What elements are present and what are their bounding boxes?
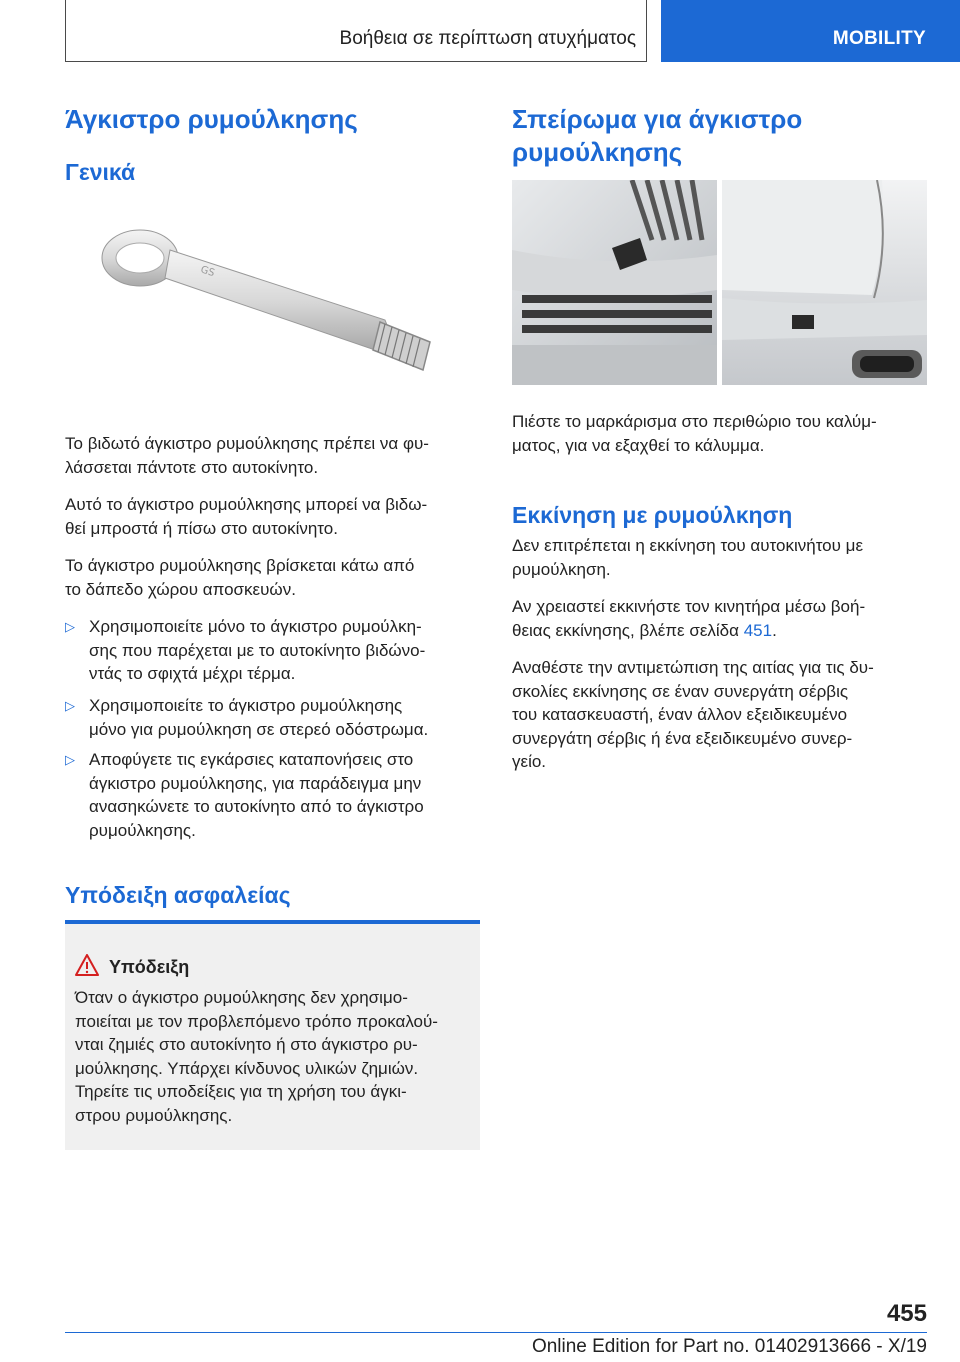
- paragraph-mount: Αυτό το άγκιστρο ρυμούλκησης μπορεί να βιδω- θεί μπροστά ή πίσω στο αυτοκίνητο.: [65, 495, 428, 538]
- footer-divider: [65, 1332, 927, 1333]
- safety-notice-box: [65, 920, 480, 1150]
- paragraph-location: Το άγκιστρο ρυμούλκησης βρίσκεται κάτω από το δάπεδο χώρου αποσκευών.: [65, 556, 415, 599]
- warning-triangle-icon: [75, 954, 101, 981]
- tow-start-p3: Αναθέστε την αντιμετώπιση της αιτίας για τις δυ- σκολίες εκκίνησης σε έναν συνεργάτη σέρβις του κατασκευαστή, έναν άλλον εξειδικευμένο συνεργάτη σέρβις ή ένα εξειδικευμένο συνερ- γείο.: [512, 658, 874, 771]
- header-section-box: [65, 0, 647, 62]
- notice-heading: Υπόδειξη: [75, 954, 189, 981]
- page-number: 455: [886, 1300, 927, 1327]
- triangle-bullet-icon: ▷: [65, 752, 75, 767]
- edition-footer: Online Edition for Part no. 01402913666 - X/19: [531, 1336, 927, 1357]
- safety-title: Υπόδειξη ασφαλείας: [65, 882, 291, 908]
- triangle-bullet-icon: ▷: [65, 698, 75, 713]
- triangle-bullet-icon: ▷: [65, 619, 75, 634]
- tow-hook-title: Άγκιστρο ρυμούλκησης: [65, 104, 358, 134]
- header-mobility-tab[interactable]: [661, 0, 960, 62]
- tow-start-title: Εκκίνηση με ρυμούλκηση: [512, 502, 793, 528]
- general-subtitle: Γενικά: [65, 159, 136, 185]
- list-item: ▷ Χρησιμοποιείτε το άγκιστρο ρυμούλκησης μόνο για ρυμούλκηση σε στερεό οδόστρωμα.: [65, 696, 429, 739]
- paragraph-stored: Το βιδωτό άγκιστρο ρυμούλκησης πρέπει να φυ- λάσσεται πάντοτε στο αυτοκίνητο.: [65, 434, 429, 477]
- svg-text:GS: GS: [199, 264, 216, 280]
- header-section-title: Βοήθεια σε περίπτωση ατυχήματος: [339, 28, 636, 49]
- page-link-451[interactable]: 451: [743, 620, 773, 640]
- tow-start-p1: Δεν επιτρέπεται η εκκίνηση του αυτοκινήτου με ρυμούλκηση.: [512, 536, 864, 579]
- notice-text: Όταν ο άγκιστρο ρυμούλκησης δεν χρησιμο- ποιείται με τον προβλεπόμενο τρόπο προκαλού- νται ζημιές στο αυτοκίνητο ή στο άγκιστρο ρυ- μούλκησης. Υπάρχει κίνδυνος υλικών ζημιών. Τηρείτε τις υποδείξεις για τη χρήση του άγκι- στρου ρυμούλκησης.: [75, 988, 438, 1125]
- thread-instruction: Πιέστε το μαρκάρισμα στο περιθώριο του καλύμ- ματος, για να εξαχθεί το κάλυμμα.: [512, 412, 877, 455]
- tow-hook-image: [95, 220, 455, 410]
- list-item: ▷ Χρησιμοποιείτε μόνο το άγκιστρο ρυμούλκη- σης που παρέχεται με το αυτοκίνητο βιδώνο- ντάς το σφιχτά μέχρι τέρμα.: [65, 617, 426, 683]
- list-item: ▷ Αποφύγετε τις εγκάρσιες καταπονήσεις στο άγκιστρο ρυμούλκησης, για παράδειγμα μην ανασηκώνετε το αυτοκίνητο από το άγκιστρο ρυμούλκησης.: [65, 750, 424, 840]
- header-tab-label: MOBILITY: [832, 28, 926, 49]
- bumper-cover-image: [512, 180, 927, 385]
- tow-start-p2: Αν χρειαστεί εκκινήστε τον κινητήρα μέσω βοή- θειας εκκίνησης, βλέπε σελίδα 451.: [512, 597, 866, 640]
- thread-title: Σπείρωμα για άγκιστρο ρυμούλκησης: [512, 104, 803, 167]
